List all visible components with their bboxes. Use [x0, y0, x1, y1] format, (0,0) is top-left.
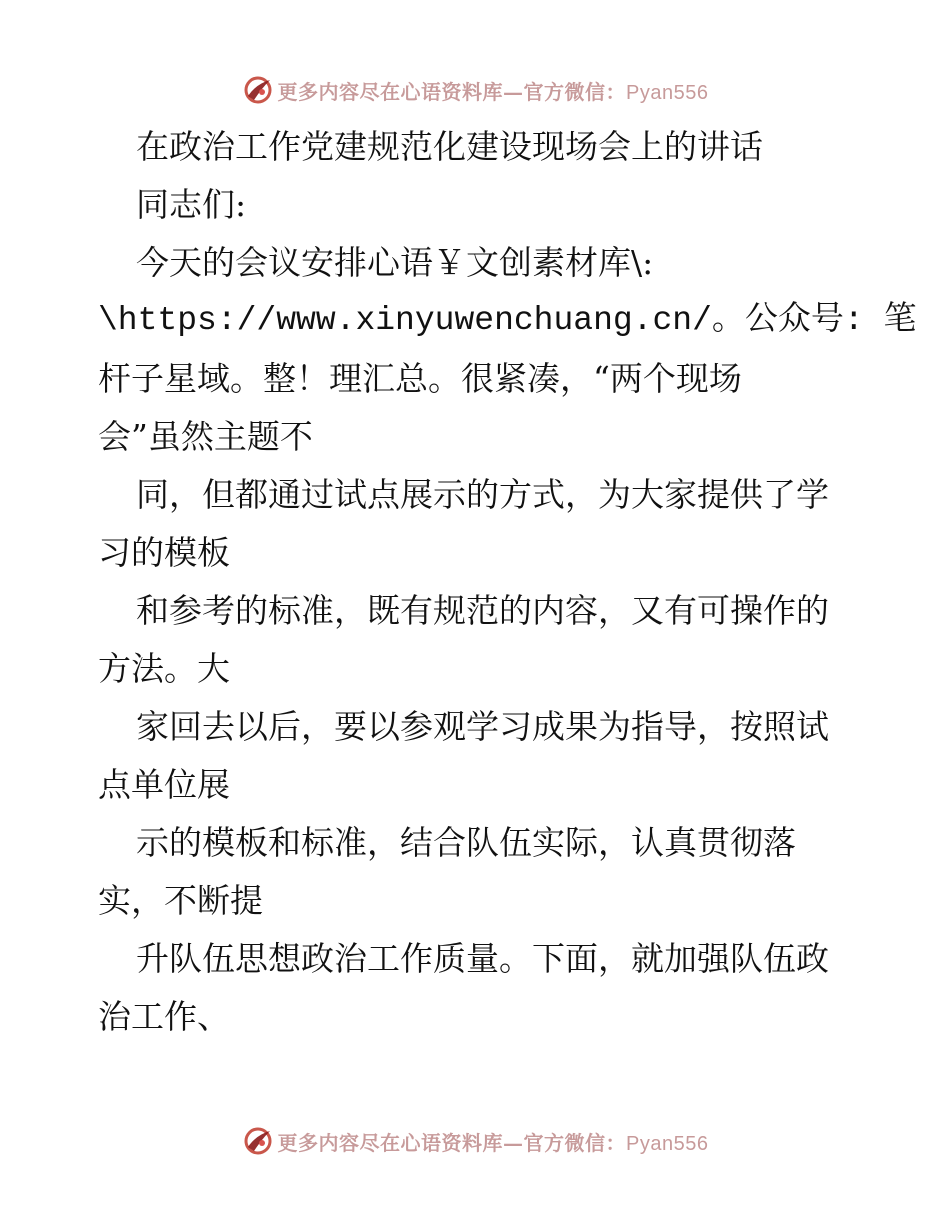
header-dash: —	[503, 79, 524, 104]
paragraph-line: 同，但都通过试点展示的方式，为大家提供了学	[136, 475, 829, 514]
paragraph-line: 方法。大	[98, 649, 230, 688]
paragraph-line: 会”虽然主题不	[98, 417, 313, 456]
header-banner-text	[278, 76, 709, 105]
paragraph-line: 家回去以后，要以参观学习成果为指导，按照试	[136, 707, 829, 746]
paragraph-line: 实，不断提	[98, 881, 263, 920]
footer-wechat-label: 官方微信：	[523, 1130, 627, 1155]
paragraph-line: 习的模板	[98, 533, 230, 572]
footer-banner-text	[278, 1127, 709, 1156]
paragraph-line: 杆子星域。整！理汇总。很紧凑，“两个现场	[98, 359, 742, 398]
paragraph-line: \https://www.xinyuwenchuang.cn/。公众号: 笔	[98, 302, 917, 339]
header-wechat-label: 官方微信：	[523, 79, 627, 104]
document-greeting: 同志们:	[136, 185, 247, 224]
paragraph-line: 点单位展	[98, 765, 230, 804]
document-title: 在政治工作党建规范化建设现场会上的讲话	[136, 127, 763, 166]
paragraph-line: 升队伍思想政治工作质量。下面，就加强队伍政	[136, 939, 829, 978]
paragraph-line: 今天的会议安排心语￥文创素材库\:	[136, 243, 654, 282]
brush-logo-icon	[242, 74, 274, 106]
footer-dash: —	[503, 1130, 524, 1155]
paragraph-line: 示的模板和标准，结合队伍实际，认真贯彻落	[136, 823, 796, 862]
header-wechat-id: Pyan556	[626, 81, 709, 104]
paragraph-line: 和参考的标准，既有规范的内容，又有可操作的	[136, 591, 829, 630]
footer-watermark-banner	[0, 1121, 950, 1161]
brush-logo-icon	[242, 1125, 274, 1157]
document-body	[98, 118, 917, 1046]
footer-site-text: 更多内容尽在心语资料库	[277, 1130, 504, 1155]
header-watermark-banner	[0, 70, 950, 110]
paragraph-line: 治工作、	[98, 997, 230, 1036]
footer-wechat-id: Pyan556	[626, 1132, 709, 1155]
header-site-text: 更多内容尽在心语资料库	[277, 79, 504, 104]
